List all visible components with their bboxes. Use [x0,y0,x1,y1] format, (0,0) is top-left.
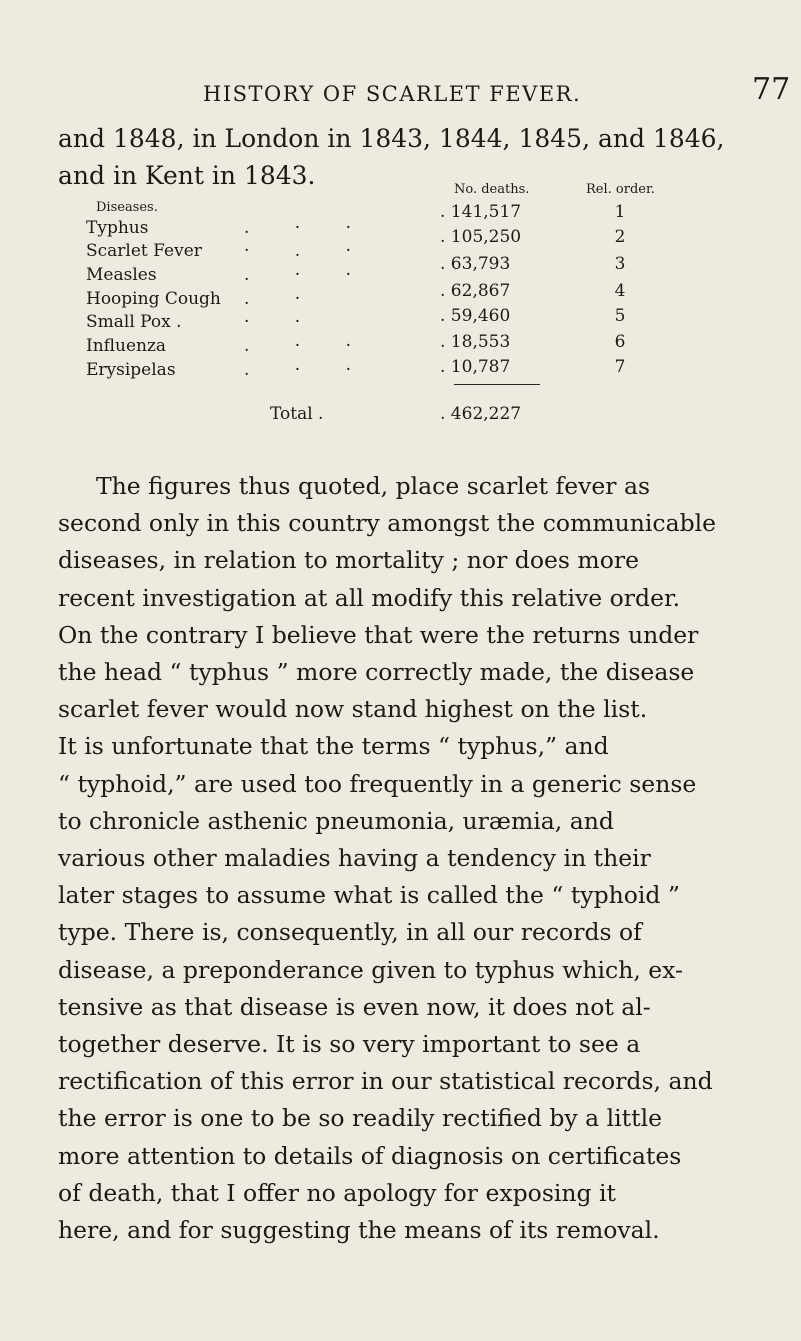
disease-name: Scarlet Fever [86,241,202,261]
page-number: 77 [752,72,791,107]
text-line: of death, that I offer no apology for exposing it [58,1178,616,1207]
relative-order: 6 [614,332,626,352]
leader-dots: · · [244,312,321,332]
total-rule [454,384,540,385]
header-diseases: Diseases. [96,200,158,215]
relative-order: 3 [614,254,626,274]
text-line: The figures thus quoted, place scarlet fever as [96,472,651,500]
death-count: . 141,517 [440,202,522,222]
death-count: . 62,867 [440,281,511,301]
text-line: scarlet fever would now stand highest on the list. [58,695,648,724]
header-order: Rel. order. [586,182,655,197]
death-count: . 105,250 [440,227,522,247]
disease-name: Measles [86,265,157,285]
body-paragraph [58,468,758,1249]
running-head: HISTORY OF SCARLET FEVER. [203,82,582,106]
death-count: . 59,460 [440,306,511,326]
disease-name: Typhus [86,218,149,238]
text-line: here, and for suggesting the means of its removal. [58,1216,660,1245]
text-line: rectification of this error in our statistical records, and [58,1067,713,1096]
text-line: more attention to details of diagnosis on certificates [58,1141,682,1170]
leader-dots: . · · [244,265,372,285]
leader-dots: . · · [244,336,372,356]
text-line: “ typhoid,” are used too frequently in a generic sense [58,769,697,798]
total-value: . 462,227 [440,404,522,424]
text-line: recent investigation at all modify this relative order. [58,583,681,612]
leader-dots: . · · [244,218,372,238]
relative-order: 1 [614,202,626,222]
relative-order: 2 [614,227,626,247]
leader-dots: . · [244,289,321,309]
text-line: type. There is, consequently, in all our records of [58,918,642,947]
intro-text [58,120,778,194]
leader-dots: . · · [244,360,372,380]
text-line: second only in this country amongst the communicable [58,509,717,538]
text-line: disease, a preponderance given to typhus which, ex- [58,955,683,984]
text-line: various other maladies having a tendency in their [58,844,651,873]
intro-line: and in Kent in 1843. [58,161,316,190]
text-line: the error is one to be so readily rectified by a little [58,1104,662,1133]
relative-order: 4 [614,281,626,301]
text-line: On the contrary I believe that were the returns under [58,620,699,649]
text-line: tensive as that disease is even now, it does not al- [58,992,651,1021]
intro-line: and 1848, in London in 1843, 1844, 1845, and 1846, [58,124,725,153]
death-count: . 18,553 [440,332,511,352]
text-line: together deserve. It is so very important to see a [58,1030,641,1059]
relative-order: 7 [614,357,626,377]
text-line: the head “ typhus ” more correctly made, the disease [58,658,695,687]
text-line: It is unfortunate that the terms “ typhus,” and [58,732,609,761]
text-line: later stages to assume what is called the “ typhoid ” [58,881,680,910]
text-line: diseases, in relation to mortality ; nor does more [58,546,639,575]
leader-dots: · . · [244,241,372,261]
disease-name: Influenza [86,336,167,356]
relative-order: 5 [614,306,626,326]
disease-name: Hooping Cough [86,289,221,309]
death-count: . 63,793 [440,254,511,274]
disease-name: Small Pox . [86,312,182,332]
death-count: . 10,787 [440,357,511,377]
header-deaths: No. deaths. [454,182,530,197]
total-label: Total . [270,404,324,424]
disease-name: Erysipelas [86,360,176,380]
text-line: to chronicle asthenic pneumonia, uræmia, and [58,806,614,835]
